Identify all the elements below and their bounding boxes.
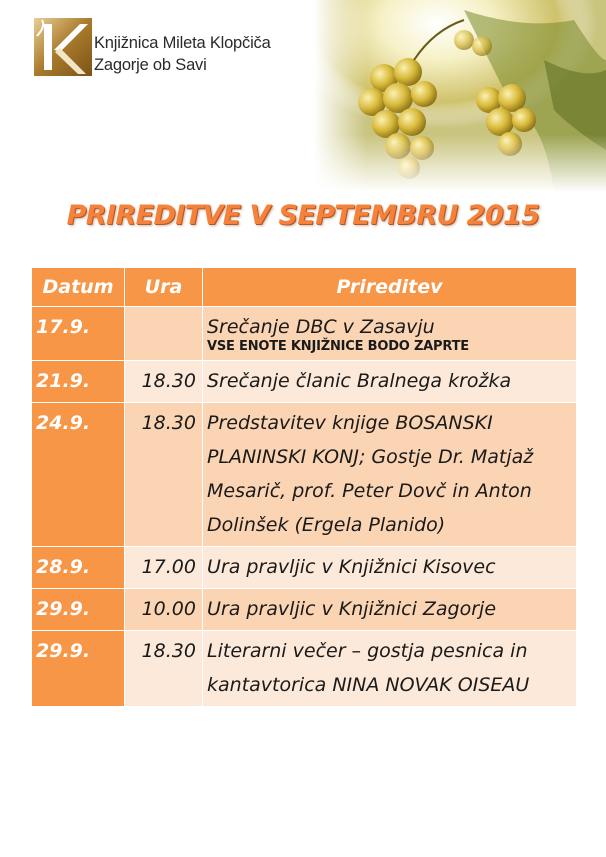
row-date: 28.9. <box>32 547 125 589</box>
table-row <box>32 547 577 589</box>
row-date: 17.9. <box>32 307 125 361</box>
row-event: Srečanje članic Bralnega krožka <box>203 361 577 403</box>
row-event <box>203 307 577 361</box>
library-name <box>94 32 271 76</box>
row-event-note: VSE ENOTE KNJIŽNICE BODO ZAPRTE <box>207 339 469 354</box>
row-time: 17.00 <box>125 547 203 589</box>
row-time: 10.00 <box>125 589 203 631</box>
grapes-photo-icon <box>314 0 606 192</box>
events-table <box>31 267 577 707</box>
table-row <box>32 631 577 707</box>
grapes-photo <box>314 0 606 192</box>
row-event: Predstavitev knjige BOSANSKI PLANINSKI KONJ; Gostje Dr. Matjaž Mesarič, prof. Peter Dovč in Anton Dolinšek (Ergela Planido) <box>203 403 577 547</box>
header-time: Ura <box>125 268 203 307</box>
row-date: 29.9. <box>32 631 125 707</box>
row-event: Literarni večer – gostja pesnica in kantavtorica NINA NOVAK OISEAU <box>203 631 577 707</box>
row-event: Ura pravljic v Knjižnici Zagorje <box>203 589 577 631</box>
table-row <box>32 361 577 403</box>
row-date: 29.9. <box>32 589 125 631</box>
row-date: 24.9. <box>32 403 125 547</box>
library-logo <box>34 18 314 78</box>
library-name-line2: Zagorje ob Savi <box>94 56 207 74</box>
page-title: PRIREDITVE V SEPTEMBRU 2015 <box>66 200 540 231</box>
row-time: 18.30 <box>125 403 203 547</box>
table-row <box>32 307 577 361</box>
library-k-logo-icon <box>34 18 92 76</box>
table-row <box>32 589 577 631</box>
header-date: Datum <box>32 268 125 307</box>
row-time: 18.30 <box>125 631 203 707</box>
table-row <box>32 403 577 547</box>
row-date: 21.9. <box>32 361 125 403</box>
row-time: 18.30 <box>125 361 203 403</box>
row-event: Ura pravljic v Knjižnici Kisovec <box>203 547 577 589</box>
library-name-line1: Knjižnica Mileta Klopčiča <box>94 34 271 52</box>
row-event-title: Srečanje DBC v Zasavju <box>207 316 435 338</box>
table-header-row <box>32 268 577 307</box>
row-time <box>125 307 203 361</box>
header-event: Prireditev <box>203 268 577 307</box>
